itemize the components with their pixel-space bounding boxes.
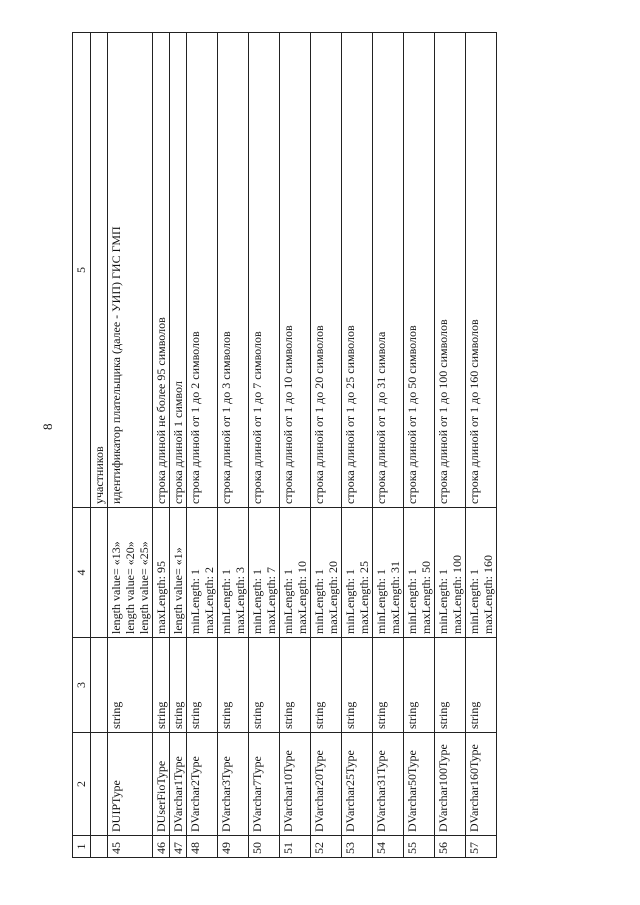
base-type: string [466, 638, 497, 733]
type-name: DVarchar7Type [249, 733, 280, 836]
restriction-line: maxLength: 7 [264, 567, 278, 634]
restriction-line: maxLength: 100 [450, 555, 464, 634]
description: строка длиной от 1 до 160 символов [466, 33, 497, 508]
restriction-line: length value= «13» [109, 541, 123, 634]
table-row [311, 33, 342, 858]
type-name: DVarchar25Type [342, 733, 373, 836]
base-type: string [249, 638, 280, 733]
page-number: 8 [40, 423, 55, 430]
restriction-cell [435, 508, 466, 638]
restriction-cell [170, 508, 187, 638]
row-number: 55 [404, 836, 435, 858]
type-name: DVarchar50Type [404, 733, 435, 836]
restriction-cell [404, 508, 435, 638]
row-number: 57 [466, 836, 497, 858]
continuation-text: участников [91, 33, 108, 508]
table-row [280, 33, 311, 858]
description: строка длиной от 1 до 31 символа [373, 33, 404, 508]
table-row [108, 33, 153, 858]
description: строка длиной от 1 до 10 символов [280, 33, 311, 508]
table-row [342, 33, 373, 858]
base-type: string [342, 638, 373, 733]
restriction-cell [466, 508, 497, 638]
row-number: 49 [218, 836, 249, 858]
table-row [404, 33, 435, 858]
row-number: 50 [249, 836, 280, 858]
type-definitions-table [72, 32, 497, 858]
restriction-line: minLength: 1 [188, 569, 202, 634]
restriction-line: maxLength: 10 [295, 561, 309, 634]
base-type: string [435, 638, 466, 733]
row-number: 48 [187, 836, 218, 858]
continuation-cell-1 [91, 836, 108, 858]
rotated-table-wrapper [72, 33, 572, 858]
restriction-line: maxLength: 3 [233, 567, 247, 634]
row-number: 56 [435, 836, 466, 858]
continuation-row [91, 33, 108, 858]
table-row [187, 33, 218, 858]
restriction-line: maxLength: 50 [419, 561, 433, 634]
continuation-cell-3 [91, 638, 108, 733]
base-type: string [373, 638, 404, 733]
restriction-cell [373, 508, 404, 638]
header-cell-5: 5 [73, 33, 91, 508]
restriction-cell [187, 508, 218, 638]
restriction-line: minLength: 1 [374, 569, 388, 634]
continuation-cell-4 [91, 508, 108, 638]
row-number: 47 [170, 836, 187, 858]
table-row [153, 33, 170, 858]
restriction-line: minLength: 1 [343, 569, 357, 634]
header-cell-1: 1 [73, 836, 91, 858]
restriction-cell [249, 508, 280, 638]
type-name: DUserFioType [153, 733, 170, 836]
base-type: string [280, 638, 311, 733]
table-row [373, 33, 404, 858]
description: строка длиной от 1 до 2 символов [187, 33, 218, 508]
row-number: 53 [342, 836, 373, 858]
base-type: string [404, 638, 435, 733]
restriction-line: length value= «25» [137, 541, 151, 634]
row-number: 45 [108, 836, 153, 858]
description: идентификатор плательщика (далее - УИП) ГИС ГМП [108, 33, 153, 508]
restriction-line: minLength: 1 [219, 569, 233, 634]
description: строка длиной от 1 до 50 символов [404, 33, 435, 508]
table-row [435, 33, 466, 858]
restriction-cell [218, 508, 249, 638]
restriction-cell [311, 508, 342, 638]
restriction-line: length value= «20» [123, 541, 137, 634]
header-row [73, 33, 91, 858]
restriction-line: minLength: 1 [436, 569, 450, 634]
base-type: string [311, 638, 342, 733]
restriction-line: minLength: 1 [312, 569, 326, 634]
description: строка длиной от 1 до 100 символов [435, 33, 466, 508]
base-type: string [187, 638, 218, 733]
restriction-line: minLength: 1 [405, 569, 419, 634]
row-number: 52 [311, 836, 342, 858]
type-name: DVarchar2Type [187, 733, 218, 836]
base-type: string [170, 638, 187, 733]
type-name: DVarchar100Type [435, 733, 466, 836]
restriction-line: maxLength: 160 [481, 555, 495, 634]
table-row [249, 33, 280, 858]
type-name: DVarchar31Type [373, 733, 404, 836]
description: строка длиной от 1 до 3 символов [218, 33, 249, 508]
restriction-line: minLength: 1 [250, 569, 264, 634]
description: строка длиной не более 95 символов [153, 33, 170, 508]
restriction-cell [342, 508, 373, 638]
header-cell-4: 4 [73, 508, 91, 638]
restriction-line: maxLength: 2 [202, 567, 216, 634]
type-name: DVarchar20Type [311, 733, 342, 836]
type-name: DVarchar10Type [280, 733, 311, 836]
description: строка длиной от 1 до 20 символов [311, 33, 342, 508]
table-row [218, 33, 249, 858]
type-name: DVarchar3Type [218, 733, 249, 836]
type-name: DUIPType [108, 733, 153, 836]
table-body [73, 33, 497, 858]
restriction-line: maxLength: 95 [154, 561, 168, 634]
base-type: string [108, 638, 153, 733]
type-name: DVarchar1Type [170, 733, 187, 836]
restriction-line: minLength: 1 [467, 569, 481, 634]
restriction-line: length value= «1» [171, 547, 185, 634]
restriction-cell [280, 508, 311, 638]
restriction-line: maxLength: 20 [326, 561, 340, 634]
restriction-line: minLength: 1 [281, 569, 295, 634]
base-type: string [218, 638, 249, 733]
header-cell-2: 2 [73, 733, 91, 836]
row-number: 51 [280, 836, 311, 858]
base-type: string [153, 638, 170, 733]
description: строка длиной 1 символ [170, 33, 187, 508]
restriction-cell [153, 508, 170, 638]
type-name: DVarchar160Type [466, 733, 497, 836]
row-number: 54 [373, 836, 404, 858]
row-number: 46 [153, 836, 170, 858]
description: строка длиной от 1 до 25 символов [342, 33, 373, 508]
description: строка длиной от 1 до 7 символов [249, 33, 280, 508]
restriction-line: maxLength: 25 [357, 561, 371, 634]
restriction-line: maxLength: 31 [388, 561, 402, 634]
table-row [170, 33, 187, 858]
continuation-cell-2 [91, 733, 108, 836]
header-cell-3: 3 [73, 638, 91, 733]
restriction-cell [108, 508, 153, 638]
table-row [466, 33, 497, 858]
